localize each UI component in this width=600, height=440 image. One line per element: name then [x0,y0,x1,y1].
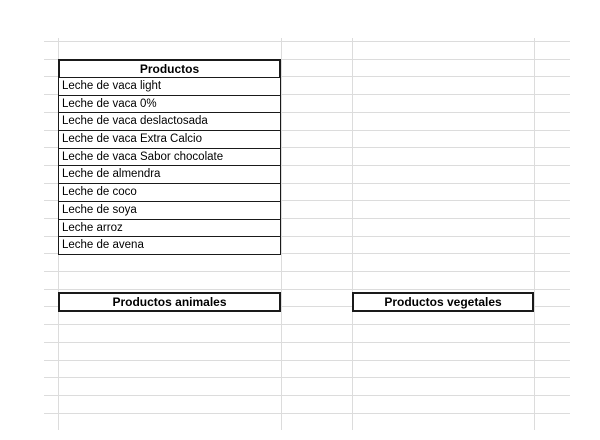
vegetal-products-header-cell[interactable] [352,292,534,312]
gridline-horizontal [44,413,570,414]
products-list [58,78,281,255]
gridline-vertical [281,38,282,430]
product-cell[interactable]: Leche de vaca Extra Calcio [59,131,280,149]
vegetal-products-header-label: Productos vegetales [384,295,502,309]
gridline-horizontal [44,271,570,272]
products-header-label: Productos [139,62,200,76]
gridline-horizontal [44,360,570,361]
product-cell[interactable]: Leche de vaca deslactosada [59,113,280,131]
product-cell[interactable]: Leche arroz [59,220,280,238]
gridline-horizontal [44,289,570,290]
animal-products-header-cell[interactable] [58,292,281,312]
gridline-horizontal [44,342,570,343]
gridline-horizontal [44,324,570,325]
product-cell[interactable]: Leche de avena [59,237,280,255]
gridline-horizontal [44,395,570,396]
products-header-cell[interactable] [58,59,281,79]
gridline-vertical [534,38,535,430]
product-cell[interactable]: Leche de vaca 0% [59,96,280,114]
product-cell[interactable]: Leche de almendra [59,166,280,184]
product-cell[interactable]: Leche de vaca light [59,78,280,96]
gridline-horizontal [44,41,570,42]
product-cell[interactable]: Leche de soya [59,202,280,220]
product-cell[interactable]: Leche de coco [59,184,280,202]
product-cell[interactable]: Leche de vaca Sabor chocolate [59,149,280,167]
animal-products-header-label: Productos animales [112,295,227,309]
gridline-vertical [352,38,353,430]
gridline-horizontal [44,377,570,378]
